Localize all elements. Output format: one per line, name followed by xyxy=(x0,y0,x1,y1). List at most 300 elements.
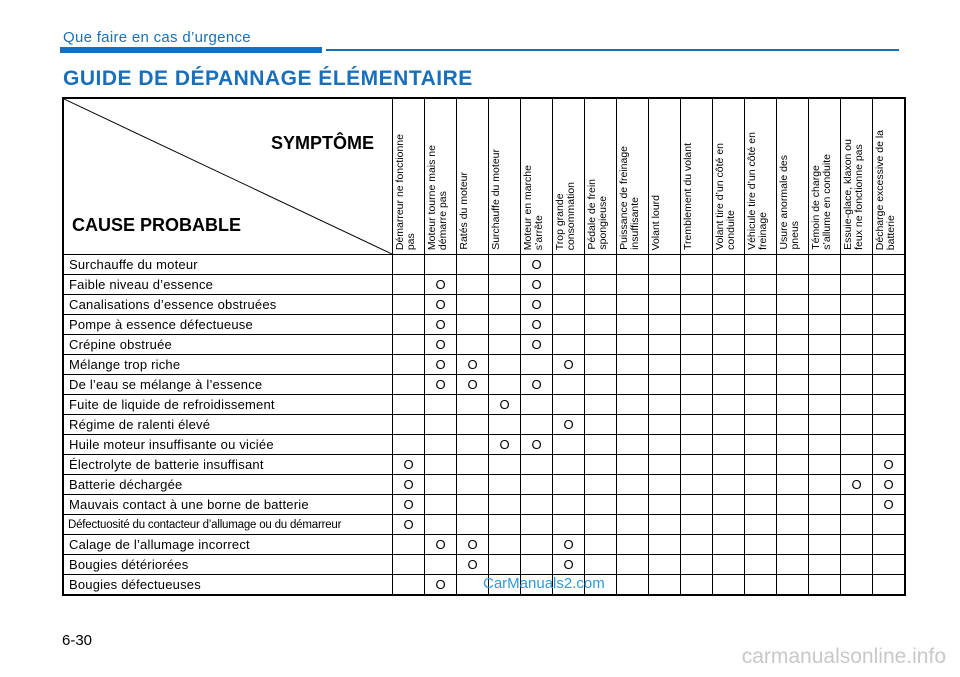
mark-cell xyxy=(457,475,489,495)
mark-cell: O xyxy=(393,455,425,475)
cause-label: Faible niveau d’essence xyxy=(63,275,393,295)
mark-cell xyxy=(489,555,521,575)
mark-cell xyxy=(649,395,681,415)
mark-cell xyxy=(777,555,809,575)
mark-cell xyxy=(649,575,681,596)
mark-cell xyxy=(745,435,777,455)
mark-cell xyxy=(809,555,841,575)
mark-cell xyxy=(681,255,713,275)
mark-cell: O xyxy=(425,375,457,395)
mark-cell xyxy=(681,335,713,355)
mark-cell: O xyxy=(425,335,457,355)
mark-cell xyxy=(681,475,713,495)
header-rule-thick xyxy=(60,47,322,53)
symptom-header xyxy=(649,98,681,255)
symptom-label: Démarreur ne fonctionne pas xyxy=(394,133,417,250)
mark-cell: O xyxy=(425,295,457,315)
table-row xyxy=(63,395,905,415)
mark-cell xyxy=(553,315,585,335)
mark-cell: O xyxy=(457,555,489,575)
mark-cell xyxy=(777,475,809,495)
symptom-header xyxy=(873,98,906,255)
symptom-label: Surchauffe du moteur xyxy=(490,149,502,250)
mark-cell: O xyxy=(521,335,553,355)
mark-cell xyxy=(425,555,457,575)
mark-cell xyxy=(585,275,617,295)
table-row xyxy=(63,475,905,495)
mark-cell xyxy=(585,295,617,315)
mark-cell: O xyxy=(873,475,906,495)
mark-cell xyxy=(585,435,617,455)
mark-cell xyxy=(649,255,681,275)
mark-cell xyxy=(649,335,681,355)
mark-cell xyxy=(873,535,906,555)
cause-label: Fuite de liquide de refroidissement xyxy=(63,395,393,415)
mark-cell xyxy=(713,575,745,596)
mark-cell xyxy=(585,335,617,355)
mark-cell xyxy=(681,455,713,475)
mark-cell: O xyxy=(873,495,906,515)
mark-cell xyxy=(617,275,649,295)
mark-cell xyxy=(841,455,873,475)
mark-cell xyxy=(873,275,906,295)
mark-cell xyxy=(617,255,649,275)
mark-cell xyxy=(585,455,617,475)
watermark-text: CarManuals2.com xyxy=(483,575,605,592)
mark-cell xyxy=(841,275,873,295)
symptom-label: Témoin de charge s’allume en conduite xyxy=(810,154,833,250)
mark-cell: O xyxy=(393,515,425,535)
mark-cell xyxy=(489,295,521,315)
mark-cell xyxy=(841,515,873,535)
mark-cell xyxy=(393,395,425,415)
mark-cell xyxy=(713,335,745,355)
mark-cell xyxy=(681,355,713,375)
mark-cell xyxy=(713,315,745,335)
mark-cell xyxy=(649,275,681,295)
mark-cell xyxy=(617,555,649,575)
mark-cell xyxy=(585,355,617,375)
mark-cell: O xyxy=(425,575,457,596)
mark-cell: O xyxy=(425,275,457,295)
mark-cell xyxy=(713,255,745,275)
cause-label: Pompe à essence défectueuse xyxy=(63,315,393,335)
mark-cell xyxy=(585,375,617,395)
mark-cell xyxy=(649,355,681,375)
cause-label: De l’eau se mélange à l’essence xyxy=(63,375,393,395)
table-row xyxy=(63,315,905,335)
mark-cell xyxy=(617,515,649,535)
table-row xyxy=(63,415,905,435)
mark-cell xyxy=(489,475,521,495)
mark-cell xyxy=(585,515,617,535)
symptom-label: Trop grande consommation xyxy=(554,181,577,250)
mark-cell xyxy=(585,495,617,515)
mark-cell xyxy=(553,335,585,355)
mark-cell xyxy=(841,255,873,275)
footer-watermark: carmanualsonline.info xyxy=(741,645,946,668)
cause-label: Bougies défectueuses xyxy=(63,575,393,596)
mark-cell xyxy=(873,435,906,455)
corner-cell xyxy=(63,98,393,255)
mark-cell xyxy=(617,295,649,315)
table-row xyxy=(63,555,905,575)
mark-cell xyxy=(521,555,553,575)
mark-cell xyxy=(553,395,585,415)
mark-cell: O xyxy=(489,395,521,415)
mark-cell xyxy=(681,375,713,395)
mark-cell xyxy=(553,475,585,495)
symptom-header xyxy=(617,98,649,255)
mark-cell xyxy=(777,575,809,596)
mark-cell xyxy=(745,315,777,335)
mark-cell xyxy=(457,275,489,295)
mark-cell xyxy=(873,335,906,355)
mark-cell xyxy=(713,275,745,295)
mark-cell xyxy=(393,375,425,395)
mark-cell xyxy=(745,275,777,295)
mark-cell xyxy=(713,495,745,515)
mark-cell xyxy=(521,395,553,415)
mark-cell xyxy=(489,255,521,275)
mark-cell xyxy=(553,455,585,475)
mark-cell: O xyxy=(553,555,585,575)
mark-cell xyxy=(649,555,681,575)
mark-cell xyxy=(425,475,457,495)
mark-cell xyxy=(489,415,521,435)
mark-cell xyxy=(585,535,617,555)
symptom-header xyxy=(841,98,873,255)
mark-cell xyxy=(393,555,425,575)
mark-cell xyxy=(553,515,585,535)
mark-cell: O xyxy=(457,355,489,375)
mark-cell xyxy=(681,315,713,335)
mark-cell xyxy=(489,455,521,475)
mark-cell xyxy=(841,415,873,435)
mark-cell xyxy=(393,435,425,455)
mark-cell xyxy=(649,415,681,435)
symptom-label: Puissance de freinage insuffisante xyxy=(618,146,641,250)
symptom-label: Pédale de frein spongieuse xyxy=(586,179,609,250)
mark-cell xyxy=(841,575,873,596)
table-row xyxy=(63,355,905,375)
mark-cell xyxy=(841,495,873,515)
mark-cell xyxy=(777,455,809,475)
mark-cell xyxy=(809,455,841,475)
cause-heading: CAUSE PROBABLE xyxy=(72,215,242,235)
symptom-header xyxy=(713,98,745,255)
mark-cell: O xyxy=(873,455,906,475)
mark-cell xyxy=(521,535,553,555)
mark-cell xyxy=(841,535,873,555)
mark-cell xyxy=(457,495,489,515)
symptom-label: Moteur tourne mais ne démarre pas xyxy=(426,144,449,250)
mark-cell xyxy=(873,415,906,435)
mark-cell xyxy=(425,435,457,455)
mark-cell xyxy=(553,295,585,315)
troubleshooting-table xyxy=(62,97,906,596)
mark-cell xyxy=(649,535,681,555)
mark-cell xyxy=(809,295,841,315)
mark-cell xyxy=(809,415,841,435)
mark-cell xyxy=(745,515,777,535)
mark-cell: O xyxy=(521,295,553,315)
symptom-label: Tremblement du volant xyxy=(682,143,694,250)
mark-cell xyxy=(393,355,425,375)
mark-cell xyxy=(681,515,713,535)
symptom-header xyxy=(553,98,585,255)
mark-cell xyxy=(393,275,425,295)
mark-cell xyxy=(617,495,649,515)
mark-cell: O xyxy=(521,275,553,295)
mark-cell xyxy=(393,295,425,315)
mark-cell xyxy=(777,275,809,295)
symptom-header xyxy=(425,98,457,255)
mark-cell xyxy=(873,395,906,415)
mark-cell xyxy=(681,575,713,596)
mark-cell xyxy=(841,335,873,355)
cause-label: Mélange trop riche xyxy=(63,355,393,375)
table-row xyxy=(63,535,905,555)
mark-cell xyxy=(777,395,809,415)
mark-cell xyxy=(649,475,681,495)
mark-cell xyxy=(809,355,841,375)
mark-cell xyxy=(553,435,585,455)
cause-label: Canalisations d’essence obstruées xyxy=(63,295,393,315)
mark-cell xyxy=(713,435,745,455)
mark-cell xyxy=(457,455,489,475)
mark-cell xyxy=(777,535,809,555)
mark-cell xyxy=(873,375,906,395)
mark-cell xyxy=(745,375,777,395)
mark-cell xyxy=(617,535,649,555)
symptom-header xyxy=(393,98,425,255)
symptom-header xyxy=(457,98,489,255)
mark-cell xyxy=(585,555,617,575)
cause-label: Régime de ralenti élevé xyxy=(63,415,393,435)
mark-cell xyxy=(713,535,745,555)
mark-cell xyxy=(489,335,521,355)
mark-cell xyxy=(553,375,585,395)
symptom-header xyxy=(521,98,553,255)
table-row xyxy=(63,255,905,275)
mark-cell xyxy=(649,315,681,335)
cause-label: Batterie déchargée xyxy=(63,475,393,495)
mark-cell xyxy=(809,575,841,596)
mark-cell xyxy=(745,575,777,596)
mark-cell xyxy=(457,395,489,415)
mark-cell xyxy=(521,415,553,435)
table-row xyxy=(63,275,905,295)
mark-cell xyxy=(617,335,649,355)
mark-cell: O xyxy=(841,475,873,495)
mark-cell xyxy=(457,335,489,355)
mark-cell xyxy=(681,275,713,295)
mark-cell xyxy=(713,355,745,375)
mark-cell xyxy=(841,295,873,315)
mark-cell xyxy=(425,415,457,435)
mark-cell xyxy=(521,355,553,375)
mark-cell: O xyxy=(553,415,585,435)
mark-cell xyxy=(425,255,457,275)
symptom-label: Moteur en marche s’arrête xyxy=(522,164,545,250)
mark-cell xyxy=(489,355,521,375)
mark-cell xyxy=(457,515,489,535)
mark-cell xyxy=(841,555,873,575)
mark-cell xyxy=(777,435,809,455)
mark-cell xyxy=(777,495,809,515)
mark-cell xyxy=(649,515,681,535)
symptom-header xyxy=(745,98,777,255)
symptom-label: Volant tire d’un côté en conduite xyxy=(714,143,737,250)
mark-cell xyxy=(649,455,681,475)
mark-cell xyxy=(553,495,585,515)
mark-cell xyxy=(873,515,906,535)
section-title: Que faire en cas d’urgence xyxy=(63,29,251,46)
table-row xyxy=(63,495,905,515)
mark-cell: O xyxy=(425,535,457,555)
cause-label: Surchauffe du moteur xyxy=(63,255,393,275)
mark-cell xyxy=(745,455,777,475)
mark-cell xyxy=(809,375,841,395)
mark-cell xyxy=(393,335,425,355)
mark-cell: O xyxy=(489,435,521,455)
table-row xyxy=(63,335,905,355)
cause-label: Défectuosité du contacteur d’allumage ou du démarreur xyxy=(63,515,393,535)
symptom-label: Usure anormale des pneus xyxy=(778,155,801,250)
mark-cell xyxy=(873,355,906,375)
mark-cell xyxy=(681,435,713,455)
mark-cell xyxy=(393,535,425,555)
mark-cell xyxy=(649,495,681,515)
mark-cell xyxy=(713,415,745,435)
mark-cell xyxy=(745,555,777,575)
page-title: GUIDE DE DÉPANNAGE ÉLÉMENTAIRE xyxy=(63,67,473,90)
mark-cell xyxy=(713,375,745,395)
mark-cell xyxy=(649,435,681,455)
symptom-header xyxy=(585,98,617,255)
mark-cell xyxy=(425,515,457,535)
symptom-label: Véhicule tire d’un côté en freinage xyxy=(746,132,769,250)
mark-cell xyxy=(713,395,745,415)
mark-cell: O xyxy=(425,355,457,375)
mark-cell xyxy=(809,435,841,455)
mark-cell xyxy=(457,315,489,335)
mark-cell xyxy=(425,395,457,415)
mark-cell xyxy=(521,515,553,535)
mark-cell xyxy=(393,255,425,275)
mark-cell xyxy=(777,255,809,275)
mark-cell xyxy=(617,415,649,435)
mark-cell xyxy=(489,515,521,535)
table-row xyxy=(63,375,905,395)
mark-cell xyxy=(521,475,553,495)
mark-cell xyxy=(713,475,745,495)
cause-label: Bougies détériorées xyxy=(63,555,393,575)
mark-cell xyxy=(617,315,649,335)
mark-cell xyxy=(777,315,809,335)
mark-cell xyxy=(489,535,521,555)
mark-cell xyxy=(521,455,553,475)
symptom-heading: SYMPTÔME xyxy=(270,133,374,153)
symptom-label: Volant lourd xyxy=(650,194,662,250)
mark-cell xyxy=(649,375,681,395)
mark-cell: O xyxy=(521,435,553,455)
symptom-header xyxy=(777,98,809,255)
mark-cell xyxy=(553,255,585,275)
table-row xyxy=(63,295,905,315)
mark-cell xyxy=(617,395,649,415)
mark-cell xyxy=(841,315,873,335)
mark-cell xyxy=(681,555,713,575)
table-row xyxy=(63,455,905,475)
mark-cell: O xyxy=(393,495,425,515)
mark-cell xyxy=(841,395,873,415)
mark-cell xyxy=(809,315,841,335)
mark-cell xyxy=(585,395,617,415)
mark-cell xyxy=(841,375,873,395)
mark-cell xyxy=(745,395,777,415)
mark-cell xyxy=(393,575,425,596)
mark-cell xyxy=(553,275,585,295)
mark-cell: O xyxy=(521,315,553,335)
cause-label: Crépine obstruée xyxy=(63,335,393,355)
mark-cell xyxy=(713,295,745,315)
mark-cell xyxy=(873,255,906,275)
mark-cell xyxy=(777,375,809,395)
mark-cell xyxy=(457,255,489,275)
mark-cell xyxy=(617,355,649,375)
symptom-header xyxy=(489,98,521,255)
mark-cell xyxy=(809,255,841,275)
mark-cell xyxy=(809,515,841,535)
mark-cell xyxy=(841,435,873,455)
mark-cell xyxy=(777,355,809,375)
mark-cell xyxy=(617,475,649,495)
mark-cell xyxy=(681,295,713,315)
mark-cell xyxy=(809,495,841,515)
mark-cell xyxy=(809,535,841,555)
table-row xyxy=(63,435,905,455)
mark-cell xyxy=(713,455,745,475)
mark-cell xyxy=(745,535,777,555)
mark-cell xyxy=(425,455,457,475)
mark-cell xyxy=(873,315,906,335)
mark-cell xyxy=(585,475,617,495)
mark-cell xyxy=(777,415,809,435)
mark-cell xyxy=(585,415,617,435)
mark-cell xyxy=(777,335,809,355)
mark-cell xyxy=(649,295,681,315)
cause-label: Électrolyte de batterie insuffisant xyxy=(63,455,393,475)
mark-cell xyxy=(713,515,745,535)
mark-cell xyxy=(617,435,649,455)
mark-cell xyxy=(777,515,809,535)
mark-cell xyxy=(841,355,873,375)
mark-cell xyxy=(681,415,713,435)
mark-cell xyxy=(617,455,649,475)
symptom-label: Ratés du moteur xyxy=(458,172,470,250)
mark-cell xyxy=(745,495,777,515)
mark-cell xyxy=(713,555,745,575)
mark-cell xyxy=(809,395,841,415)
mark-cell xyxy=(489,495,521,515)
symptom-label: Essuie-glace, klaxon ou feux ne fonctionne pas xyxy=(842,139,865,250)
mark-cell xyxy=(873,295,906,315)
mark-cell xyxy=(745,295,777,315)
mark-cell xyxy=(745,335,777,355)
mark-cell xyxy=(745,415,777,435)
